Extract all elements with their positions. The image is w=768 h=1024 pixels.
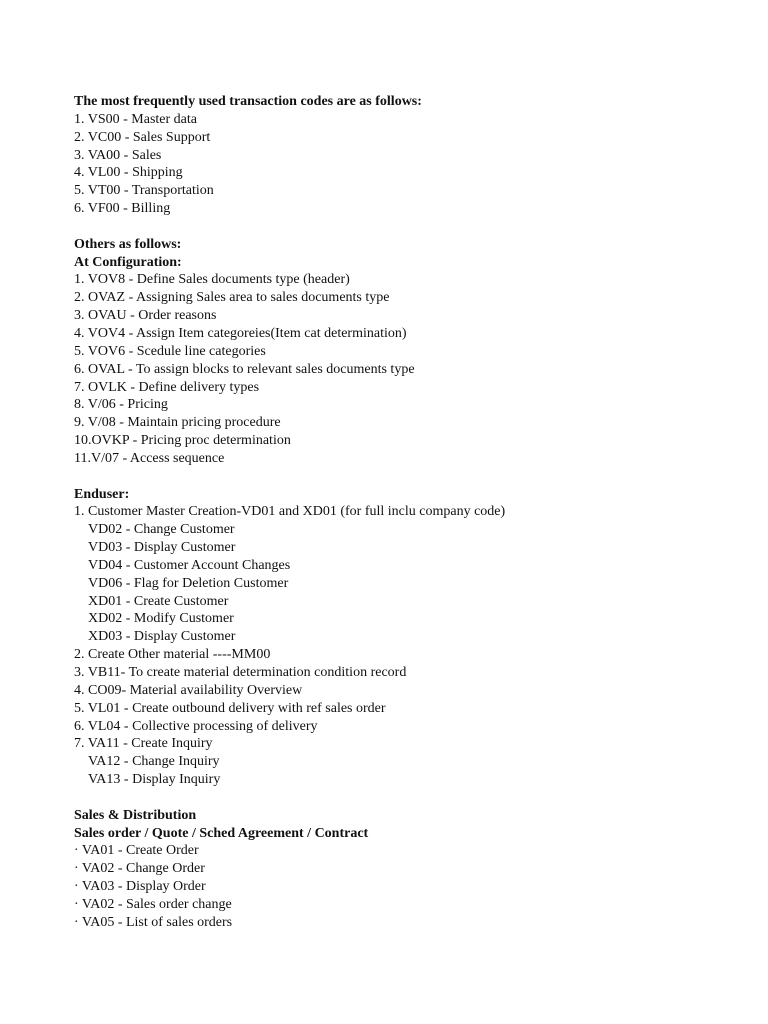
config-item: 2. OVAZ - Assigning Sales area to sales documents type	[74, 290, 390, 306]
sd-item: · VA03 - Display Order	[74, 879, 206, 895]
enduser-subitem: XD01 - Create Customer	[88, 593, 229, 609]
sd-item: · VA05 - List of sales orders	[74, 914, 233, 930]
enduser-heading: Enduser:	[74, 486, 130, 502]
enduser-subitem: VD04 - Customer Account Changes	[88, 557, 291, 573]
intro-item: 3. VA00 - Sales	[74, 147, 162, 163]
enduser-item: 3. VB11- To create material determination condition record	[74, 665, 407, 680]
enduser-item: 4. CO09- Material availability Overview	[74, 682, 303, 698]
sd-subheading: Sales order / Quote / Sched Agreement / Contract	[74, 825, 369, 841]
intro-item: 2. VC00 - Sales Support	[74, 129, 211, 145]
sd-item: · VA02 - Change Order	[74, 861, 205, 877]
enduser-subitem: VA13 - Display Inquiry	[88, 772, 221, 788]
intro-item: 4. VL00 - Shipping	[74, 165, 183, 181]
intro-item: 1. VS00 - Master data	[74, 111, 197, 127]
config-item: 10.OVKP - Pricing proc determination	[74, 433, 291, 449]
config-heading: Others as follows:	[74, 236, 182, 252]
config-item: 11.V/07 - Access sequence	[74, 450, 225, 466]
spacer	[74, 789, 754, 807]
enduser-subitem: XD02 - Modify Customer	[88, 611, 234, 627]
enduser-item: 6. VL04 - Collective processing of delivery	[74, 718, 318, 734]
intro-heading: The most frequently used transaction codes are as follows:	[74, 94, 422, 109]
config-item: 8. V/06 - Pricing	[74, 397, 168, 413]
config-item: 9. V/08 - Maintain pricing procedure	[74, 415, 281, 431]
enduser-subitem: XD03 - Display Customer	[88, 629, 236, 645]
config-item: 3. OVAU - Order reasons	[74, 308, 217, 324]
intro-item: 6. VF00 - Billing	[74, 201, 171, 217]
enduser-item: 1. Customer Master Creation-VD01 and XD01 (for full inclu company code)	[74, 504, 506, 520]
enduser-item: 7. VA11 - Create Inquiry	[74, 736, 213, 752]
intro-item: 5. VT00 - Transportation	[74, 183, 214, 199]
config-item: 6. OVAL - To assign blocks to relevant sales documents type	[74, 361, 415, 377]
config-item: 1. VOV8 - Define Sales documents type (header)	[74, 272, 350, 288]
spacer	[74, 218, 754, 236]
enduser-subitem: VD06 - Flag for Deletion Customer	[88, 575, 289, 591]
sd-item: · VA01 - Create Order	[74, 843, 199, 859]
config-item: 5. VOV6 - Scedule line categories	[74, 343, 266, 359]
enduser-subitem: VA12 - Change Inquiry	[88, 754, 220, 770]
config-item: 7. OVLK - Define delivery types	[74, 379, 260, 395]
spacer	[74, 468, 754, 486]
enduser-subitem: VD02 - Change Customer	[88, 522, 235, 538]
sd-heading: Sales & Distribution	[74, 807, 197, 823]
enduser-subitem: VD03 - Display Customer	[88, 540, 236, 556]
config-item: 4. VOV4 - Assign Item categoreies(Item cat determination)	[74, 325, 407, 341]
config-subheading: At Configuration:	[74, 254, 182, 270]
sd-item: · VA02 - Sales order change	[74, 896, 232, 912]
enduser-item: 5. VL01 - Create outbound delivery with ref sales order	[74, 700, 386, 716]
enduser-item: 2. Create Other material ----MM00	[74, 647, 271, 663]
document-page	[74, 93, 754, 932]
